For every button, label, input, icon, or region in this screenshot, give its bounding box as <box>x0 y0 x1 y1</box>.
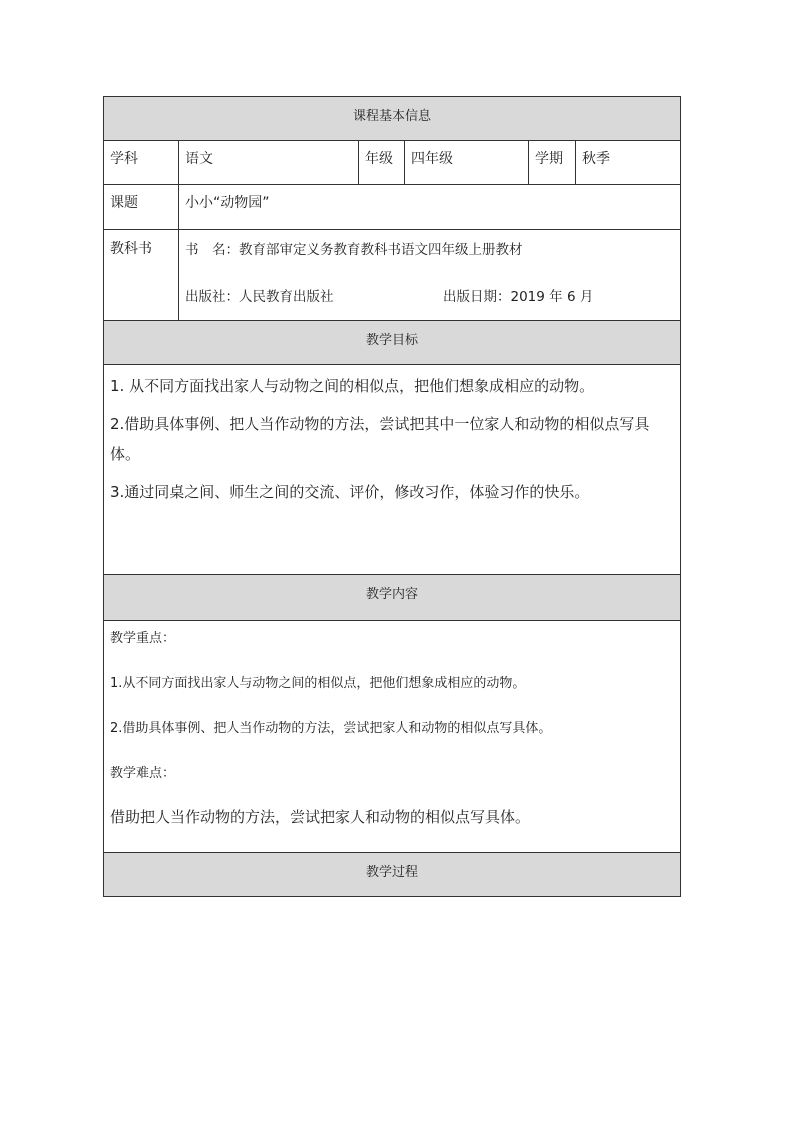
basic-info-header: 课程基本信息 <box>104 97 681 141</box>
goal-item: 1. 从不同方面找出家人与动物之间的相似点，把他们想象成相应的动物。 <box>110 377 595 395</box>
textbook-info <box>179 230 681 321</box>
textbook-name: 书 名：教育部审定义务教育教科书语文四年级上册教材 <box>185 242 523 258</box>
content-header: 教学内容 <box>104 575 681 621</box>
difficulty-label: 教学难点： <box>110 766 176 781</box>
textbook-label: 教科书 <box>104 230 179 321</box>
content-body <box>104 621 681 853</box>
process-header: 教学过程 <box>104 853 681 897</box>
subject-value: 语文 <box>179 141 359 185</box>
difficulty-text: 借助把人当作动物的方法，尝试把家人和动物的相似点写具体。 <box>110 808 531 826</box>
publisher-line <box>185 285 680 305</box>
term-label: 学期 <box>529 141 576 185</box>
goal-item: 2.借助具体事例、把人当作动物的方法，尝试把其中一位家人和动物的相似点写具体。 <box>110 415 650 463</box>
topic-value: 小小“动物园” <box>179 185 681 230</box>
topic-label: 课题 <box>104 185 179 230</box>
lesson-plan-table <box>103 96 681 897</box>
term-value: 秋季 <box>576 141 681 185</box>
grade-label: 年级 <box>359 141 405 185</box>
subject-label: 学科 <box>104 141 179 185</box>
key-point-item: 2.借助具体事例、把人当作动物的方法，尝试把家人和动物的相似点写具体。 <box>110 721 552 736</box>
goals-body <box>104 365 681 575</box>
goal-item: 3.通过同桌之间、师生之间的交流、评价，修改习作，体验习作的快乐。 <box>110 483 590 501</box>
grade-value: 四年级 <box>405 141 529 185</box>
goals-header: 教学目标 <box>104 321 681 365</box>
key-points-label: 教学重点： <box>110 631 176 646</box>
publisher: 出版社：人民教育出版社 <box>185 289 334 305</box>
key-point-item: 1.从不同方面找出家人与动物之间的相似点，把他们想象成相应的动物。 <box>110 676 526 691</box>
lesson-plan-sheet <box>103 96 680 897</box>
publish-date: 出版日期：2019 年 6 月 <box>443 289 594 305</box>
